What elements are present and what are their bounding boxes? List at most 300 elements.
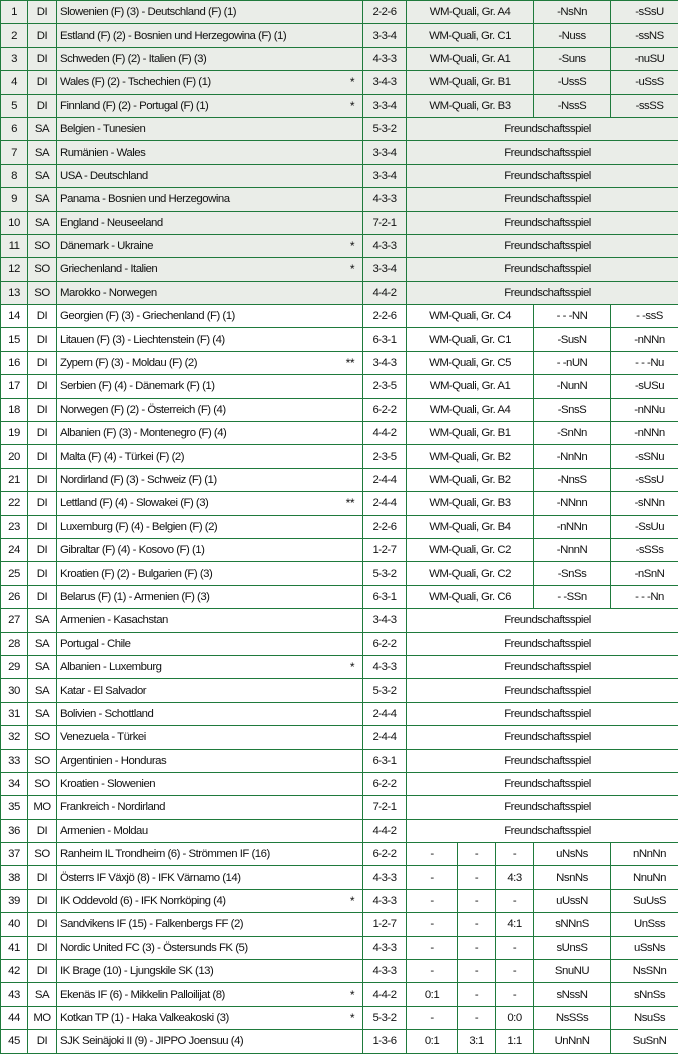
home-form-cell: -NnsS [534,468,611,491]
match-label: Serbien (F) (4) - Dänemark (F) (1) [60,380,215,393]
row-number-cell: 36 [1,819,28,842]
table-row [1,679,678,702]
friendly-label-cell: Freundschaftsspiel [407,632,678,655]
row-number-cell: 17 [1,375,28,398]
match-cell [57,679,363,702]
tendency-cell: 4-3-3 [363,655,407,678]
match-cell [57,211,363,234]
match-cell [57,585,363,608]
tendency-cell: 2-3-5 [363,375,407,398]
tendency-cell: 2-4-4 [363,702,407,725]
tendency-cell: 4-3-3 [363,47,407,70]
away-form-cell: NsSNn [611,960,678,983]
row-number-cell: 11 [1,234,28,257]
match-cell [57,24,363,47]
match-label: Belgien - Tunesien [60,123,146,136]
match-label: SJK Seinäjoki II (9) - JIPPO Joensuu (4) [60,1035,244,1048]
match-label: Kotkan TP (1) - Haka Valkeakoski (3) [60,1011,229,1024]
weekday-cell: DI [28,1030,57,1053]
match-cell [57,492,363,515]
weekday-cell: MO [28,796,57,819]
competition-cell: WM-Quali, Gr. A1 [407,375,534,398]
row-number-cell: 1 [1,1,28,24]
row-number-cell: 23 [1,515,28,538]
table-row [1,117,678,140]
match-cell [57,234,363,257]
competition-cell: WM-Quali, Gr. C6 [407,585,534,608]
match-label: Albanien - Luxemburg [60,661,162,674]
weekday-cell: SA [28,117,57,140]
home-form-cell: -SusN [534,328,611,351]
row-number-cell: 4 [1,71,28,94]
competition-cell: WM-Quali, Gr. B2 [407,445,534,468]
table-row [1,71,678,94]
weekday-cell: SA [28,211,57,234]
table-row [1,749,678,772]
table-row [1,492,678,515]
row-number-cell: 39 [1,889,28,912]
match-cell [57,749,363,772]
table-row [1,889,678,912]
score-cell-2: - [458,913,496,936]
match-cell [57,960,363,983]
tendency-cell: 4-4-2 [363,422,407,445]
weekday-cell: SA [28,655,57,678]
home-form-cell: -Suns [534,47,611,70]
score-cell-2: - [458,866,496,889]
row-number-cell: 32 [1,726,28,749]
tendency-cell: 4-3-3 [363,889,407,912]
tendency-cell: 3-3-4 [363,24,407,47]
tendency-cell: 4-3-3 [363,866,407,889]
friendly-label-cell: Freundschaftsspiel [407,749,678,772]
match-cell [57,71,363,94]
away-form-cell: UnSss [611,913,678,936]
friendly-label-cell: Freundschaftsspiel [407,117,678,140]
tendency-cell: 2-4-4 [363,468,407,491]
match-cell [57,1006,363,1029]
weekday-cell: DI [28,585,57,608]
table-row [1,398,678,421]
friendly-label-cell: Freundschaftsspiel [407,819,678,842]
weekday-cell: DI [28,960,57,983]
home-form-cell: -nNNn [534,515,611,538]
table-row [1,726,678,749]
weekday-cell: DI [28,71,57,94]
score-cell-2: - [458,960,496,983]
weekday-cell: DI [28,889,57,912]
weekday-cell: DI [28,936,57,959]
table-row [1,1006,678,1029]
match-cell [57,796,363,819]
match-cell [57,1,363,24]
weekday-cell: SA [28,632,57,655]
away-form-cell: -ssSS [611,94,678,117]
match-cell [57,843,363,866]
home-form-cell: -NssS [534,94,611,117]
match-cell [57,726,363,749]
away-form-cell: nNnNn [611,843,678,866]
friendly-label-cell: Freundschaftsspiel [407,655,678,678]
home-form-cell: -UssS [534,71,611,94]
tendency-cell: 6-2-2 [363,772,407,795]
table-row [1,281,678,304]
competition-cell: WM-Quali, Gr. C5 [407,351,534,374]
weekday-cell: SA [28,141,57,164]
home-form-cell: uNsNs [534,843,611,866]
score-cell-1: - [407,866,458,889]
tendency-cell: 3-4-3 [363,71,407,94]
table-row [1,258,678,281]
tendency-cell: 4-4-2 [363,983,407,1006]
away-form-cell: NnuNn [611,866,678,889]
tendency-cell: 5-3-2 [363,117,407,140]
away-form-cell: -nuSU [611,47,678,70]
tendency-cell: 3-3-4 [363,164,407,187]
match-label: Georgien (F) (3) - Griechenland (F) (1) [60,310,235,323]
row-number-cell: 43 [1,983,28,1006]
score-cell-3: 0:0 [496,1006,534,1029]
away-form-cell: SuSnN [611,1030,678,1053]
tendency-cell: 2-2-6 [363,305,407,328]
score-cell-1: 0:1 [407,983,458,1006]
tendency-cell: 4-3-3 [363,234,407,257]
competition-cell: WM-Quali, Gr. C2 [407,538,534,561]
table-row [1,351,678,374]
match-label: Ekenäs IF (6) - Mikkelin Palloilijat (8) [60,988,225,1001]
competition-cell: WM-Quali, Gr. C1 [407,328,534,351]
match-cell [57,188,363,211]
away-form-cell: -nSnN [611,562,678,585]
tendency-cell: 4-4-2 [363,819,407,842]
match-cell [57,422,363,445]
home-form-cell: -NunN [534,375,611,398]
competition-cell: WM-Quali, Gr. A4 [407,1,534,24]
match-label: Belarus (F) (1) - Armenien (F) (3) [60,590,210,603]
weekday-cell: SA [28,679,57,702]
tendency-cell: 2-2-6 [363,1,407,24]
table-row [1,936,678,959]
row-number-cell: 18 [1,398,28,421]
competition-cell: WM-Quali, Gr. C2 [407,562,534,585]
tendency-cell: 4-3-3 [363,188,407,211]
highlight-star: * [349,75,354,90]
match-label: England - Neuseeland [60,216,163,229]
tendency-cell: 3-4-3 [363,609,407,632]
match-cell [57,117,363,140]
weekday-cell: DI [28,47,57,70]
match-cell [57,655,363,678]
score-cell-2: - [458,1006,496,1029]
score-cell-1: - [407,889,458,912]
home-form-cell: -Nuss [534,24,611,47]
match-label: Wales (F) (2) - Tschechien (F) (1) [60,76,211,89]
highlight-star: ** [345,496,354,511]
tendency-cell: 6-2-2 [363,843,407,866]
highlight-star: * [349,894,354,909]
weekday-cell: SA [28,983,57,1006]
home-form-cell: -NnnN [534,538,611,561]
table-row [1,164,678,187]
tendency-cell: 4-3-3 [363,936,407,959]
weekday-cell: DI [28,1,57,24]
table-row [1,538,678,561]
match-label: IK Brage (10) - Ljungskile SK (13) [60,965,214,978]
weekday-cell: DI [28,538,57,561]
score-cell-3: - [496,889,534,912]
score-cell-1: - [407,960,458,983]
table-row [1,515,678,538]
score-cell-1: - [407,936,458,959]
row-number-cell: 6 [1,117,28,140]
table-row [1,960,678,983]
friendly-label-cell: Freundschaftsspiel [407,188,678,211]
home-form-cell: sNssN [534,983,611,1006]
score-cell-3: 4:3 [496,866,534,889]
away-form-cell: -sSsU [611,1,678,24]
match-label: Armenien - Kasachstan [60,614,168,627]
row-number-cell: 29 [1,655,28,678]
weekday-cell: SO [28,749,57,772]
home-form-cell: -NsNn [534,1,611,24]
match-cell [57,141,363,164]
match-cell [57,351,363,374]
match-label: Portugal - Chile [60,637,131,650]
table-row [1,445,678,468]
row-number-cell: 34 [1,772,28,795]
home-form-cell: -SnSs [534,562,611,585]
highlight-star: * [349,262,354,277]
table-row [1,468,678,491]
score-cell-3: - [496,936,534,959]
match-cell [57,632,363,655]
match-cell [57,305,363,328]
home-form-cell: - -nUN [534,351,611,374]
table-row [1,819,678,842]
row-number-cell: 22 [1,492,28,515]
highlight-star: * [349,987,354,1002]
match-label: Marokko - Norwegen [60,286,157,299]
match-cell [57,609,363,632]
match-label: Lettland (F) (4) - Slowakei (F) (3) [60,497,209,510]
tendency-cell: 3-3-4 [363,141,407,164]
weekday-cell: DI [28,445,57,468]
table-row [1,188,678,211]
tendency-cell: 2-4-4 [363,492,407,515]
score-cell-3: 1:1 [496,1030,534,1053]
home-form-cell: -NNnn [534,492,611,515]
match-label: Armenien - Moldau [60,824,148,837]
row-number-cell: 27 [1,609,28,632]
home-form-cell: -SnNn [534,422,611,445]
home-form-cell: -NnNn [534,445,611,468]
weekday-cell: DI [28,492,57,515]
match-cell [57,515,363,538]
row-number-cell: 41 [1,936,28,959]
match-cell [57,983,363,1006]
away-form-cell: -sUSu [611,375,678,398]
match-cell [57,258,363,281]
match-cell [57,819,363,842]
match-label: Dänemark - Ukraine [60,240,153,253]
weekday-cell: DI [28,351,57,374]
table-row [1,562,678,585]
friendly-label-cell: Freundschaftsspiel [407,796,678,819]
table-row [1,796,678,819]
tendency-cell: 7-2-1 [363,211,407,234]
match-cell [57,772,363,795]
tendency-cell: 5-3-2 [363,562,407,585]
row-number-cell: 19 [1,422,28,445]
match-label: USA - Deutschland [60,169,148,182]
away-form-cell: -uSsS [611,71,678,94]
row-number-cell: 9 [1,188,28,211]
match-label: Luxemburg (F) (4) - Belgien (F) (2) [60,520,218,533]
friendly-label-cell: Freundschaftsspiel [407,141,678,164]
row-number-cell: 38 [1,866,28,889]
row-number-cell: 24 [1,538,28,561]
row-number-cell: 44 [1,1006,28,1029]
table-row [1,141,678,164]
match-cell [57,94,363,117]
table-row [1,983,678,1006]
tendency-cell: 6-3-1 [363,585,407,608]
row-number-cell: 16 [1,351,28,374]
table-row [1,609,678,632]
tendency-cell: 2-4-4 [363,726,407,749]
away-form-cell: -sSSs [611,538,678,561]
match-cell [57,913,363,936]
weekday-cell: SA [28,702,57,725]
match-cell [57,328,363,351]
match-label: Malta (F) (4) - Türkei (F) (2) [60,450,185,463]
match-label: Kroatien - Slowenien [60,778,156,791]
match-label: Nordic United FC (3) - Östersunds FK (5) [60,941,248,954]
table-row [1,422,678,445]
competition-cell: WM-Quali, Gr. B3 [407,492,534,515]
score-cell-2: - [458,889,496,912]
highlight-star: * [349,239,354,254]
weekday-cell: SO [28,281,57,304]
match-cell [57,936,363,959]
highlight-star: * [349,1010,354,1025]
match-cell [57,375,363,398]
row-number-cell: 3 [1,47,28,70]
weekday-cell: DI [28,562,57,585]
row-number-cell: 20 [1,445,28,468]
match-label: Argentinien - Honduras [60,754,167,767]
match-label: Sandvikens IF (15) - Falkenbergs FF (2) [60,918,244,931]
weekday-cell: DI [28,913,57,936]
match-label: IK Oddevold (6) - IFK Norrköping (4) [60,895,226,908]
home-form-cell: sNNnS [534,913,611,936]
weekday-cell: DI [28,328,57,351]
friendly-label-cell: Freundschaftsspiel [407,726,678,749]
away-form-cell: -SsUu [611,515,678,538]
score-cell-1: - [407,1006,458,1029]
table-row [1,843,678,866]
home-form-cell: uUssN [534,889,611,912]
match-cell [57,164,363,187]
match-cell [57,398,363,421]
table-row [1,375,678,398]
weekday-cell: SO [28,843,57,866]
competition-cell: WM-Quali, Gr. A1 [407,47,534,70]
table-row [1,632,678,655]
match-cell [57,281,363,304]
tendency-cell: 1-2-7 [363,913,407,936]
friendly-label-cell: Freundschaftsspiel [407,164,678,187]
tendency-cell: 2-2-6 [363,515,407,538]
match-label: Norwegen (F) (2) - Österreich (F) (4) [60,403,226,416]
match-label: Kroatien (F) (2) - Bulgarien (F) (3) [60,567,213,580]
weekday-cell: SA [28,164,57,187]
match-cell [57,468,363,491]
tendency-cell: 1-3-6 [363,1030,407,1053]
row-number-cell: 30 [1,679,28,702]
competition-cell: WM-Quali, Gr. B2 [407,468,534,491]
tendency-cell: 3-4-3 [363,351,407,374]
table-row [1,305,678,328]
score-cell-1: - [407,843,458,866]
row-number-cell: 15 [1,328,28,351]
score-cell-2: - [458,843,496,866]
competition-cell: WM-Quali, Gr. B3 [407,94,534,117]
match-cell [57,1030,363,1053]
row-number-cell: 21 [1,468,28,491]
competition-cell: WM-Quali, Gr. B1 [407,422,534,445]
weekday-cell: DI [28,422,57,445]
friendly-label-cell: Freundschaftsspiel [407,211,678,234]
away-form-cell: -sSsU [611,468,678,491]
row-number-cell: 8 [1,164,28,187]
match-label: Österrs IF Växjö (8) - IFK Värnamo (14) [60,871,241,884]
match-label: Nordirland (F) (3) - Schweiz (F) (1) [60,474,217,486]
away-form-cell: -nNNu [611,398,678,421]
score-cell-3: - [496,960,534,983]
table-row [1,585,678,608]
competition-cell: WM-Quali, Gr. B4 [407,515,534,538]
weekday-cell: DI [28,375,57,398]
table-row [1,211,678,234]
tendency-cell: 7-2-1 [363,796,407,819]
row-number-cell: 35 [1,796,28,819]
tendency-cell: 2-3-5 [363,445,407,468]
home-form-cell: sUnsS [534,936,611,959]
match-label: Frankreich - Nordirland [60,801,165,814]
weekday-cell: DI [28,515,57,538]
table-row [1,47,678,70]
away-form-cell: - - -Nn [611,585,678,608]
away-form-cell: uSsNs [611,936,678,959]
away-form-cell: - - -Nu [611,351,678,374]
row-number-cell: 33 [1,749,28,772]
match-label: Slowenien (F) (3) - Deutschland (F) (1) [60,6,237,19]
table-row [1,1,678,24]
tendency-cell: 5-3-2 [363,1006,407,1029]
match-label: Ranheim IL Trondheim (6) - Strömmen IF (16) [60,848,270,861]
score-cell-1: - [407,913,458,936]
match-label: Finnland (F) (2) - Portugal (F) (1) [60,99,209,112]
match-label: Zypern (F) (3) - Moldau (F) (2) [60,357,198,370]
highlight-star: * [349,98,354,113]
table-row [1,772,678,795]
weekday-cell: MO [28,1006,57,1029]
weekday-cell: SO [28,258,57,281]
weekday-cell: DI [28,305,57,328]
weekday-cell: DI [28,24,57,47]
table-row [1,1030,678,1053]
